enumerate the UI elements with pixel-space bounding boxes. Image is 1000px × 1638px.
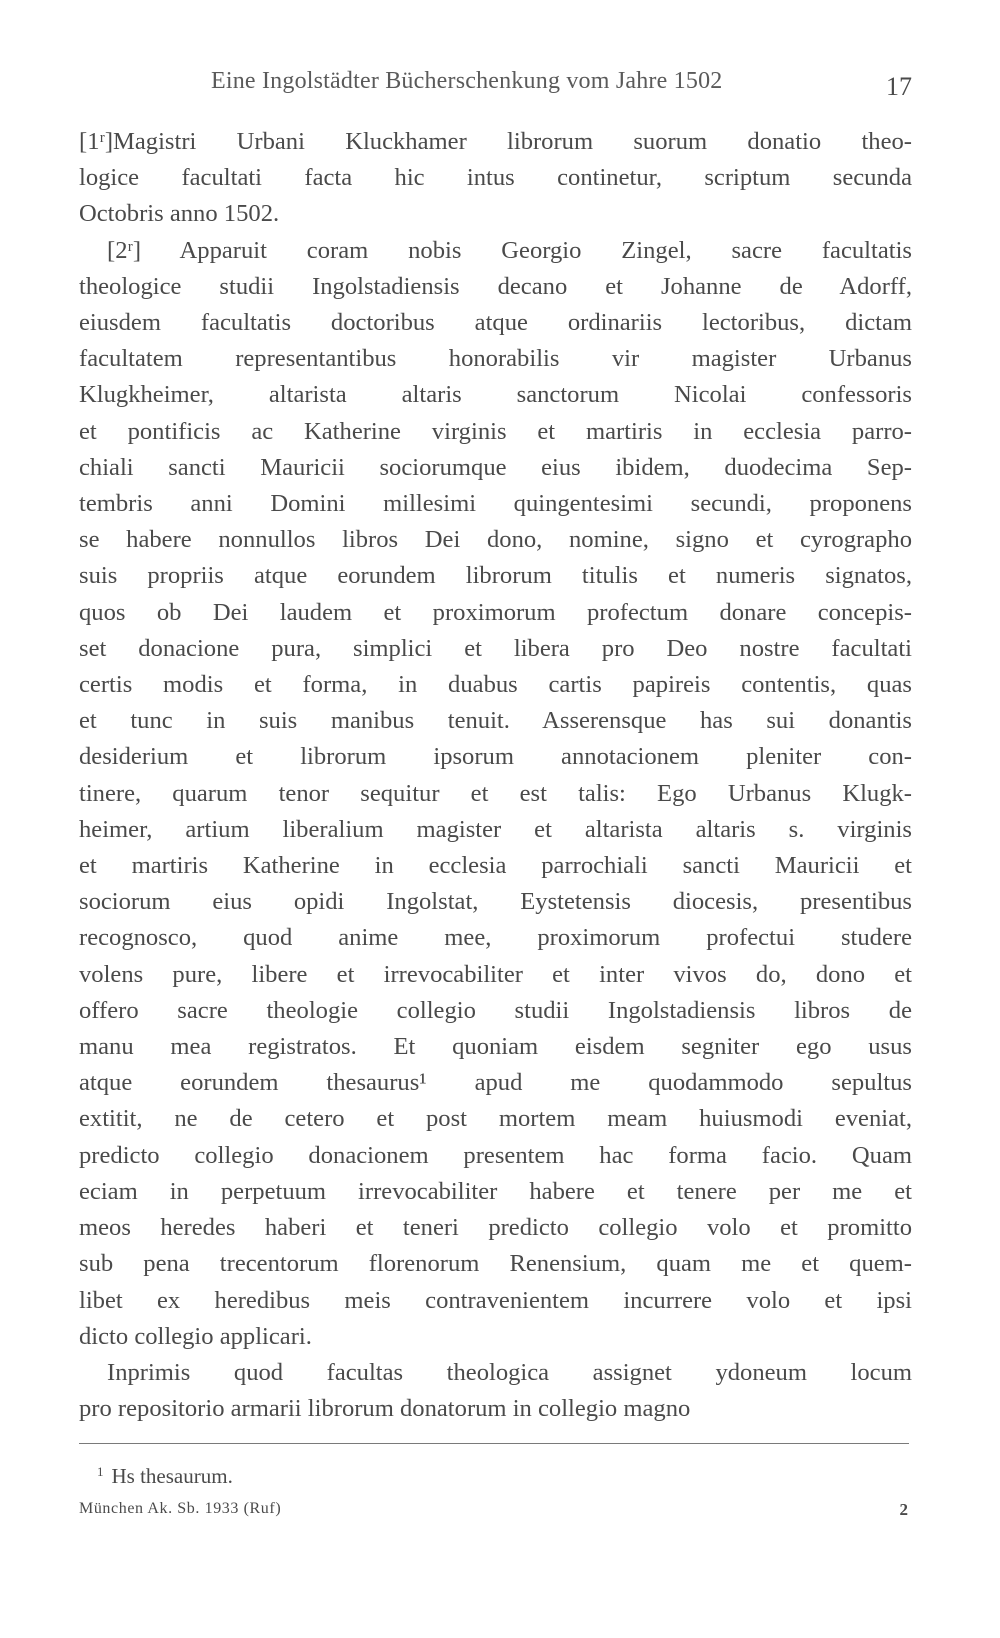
text-line: eiusdem facultatis doctoribus atque ordinariis lectoribus, dictam: [79, 309, 912, 337]
text-line: offero sacre theologie collegio studii Ingolstadiensis libros de: [79, 996, 912, 1024]
text-line: volens pure, libere et irrevocabiliter et inter vivos do, dono et: [79, 960, 912, 988]
text-line: suis propriis atque eorundem librorum titulis et numeris signatos,: [79, 562, 912, 590]
text-line: meos heredes haberi et teneri predicto collegio volo et promitto: [79, 1214, 912, 1242]
text-line: predicto collegio donacionem presentem hac forma facio. Quam: [79, 1141, 912, 1169]
signature-line: München Ak. Sb. 1933 (Ruf): [79, 1500, 282, 1517]
text-line: logice facultati facta hic intus continetur, scriptum secunda: [79, 164, 912, 192]
text-line: et tunc in suis manibus tenuit. Asserensque has sui donantis: [79, 707, 912, 735]
text-line: extitit, ne de cetero et post mortem meam huiusmodi eveniat,: [79, 1105, 912, 1133]
text-line: se habere nonnullos libros Dei dono, nomine, signo et cyrographo: [79, 526, 912, 554]
text-line: chiali sancti Mauricii sociorumque eius ibidem, duodecima Sep-: [79, 453, 912, 481]
text-line: quos ob Dei laudem et proximorum profectum donare concepis-: [79, 598, 912, 626]
text-line: sub pena trecentorum florenorum Renensium, quam me et quem-: [79, 1250, 912, 1278]
text-line: dicto collegio applicari.: [79, 1322, 312, 1350]
text-line: tinere, quarum tenor sequitur et est talis: Ego Urbanus Klugk-: [79, 779, 912, 807]
text-line: tembris anni Domini millesimi quingentesimi secundi, proponens: [79, 490, 912, 518]
text-line: et martiris Katherine in ecclesia parrochiali sancti Mauricii et: [79, 852, 912, 880]
text-line: certis modis et forma, in duabus cartis papireis contentis, quas: [79, 671, 912, 699]
text-line: set donacione pura, simplici et libera pro Deo nostre facultati: [79, 634, 912, 662]
text-line: Inprimis quod facultas theologica assignet ydoneum locum: [107, 1358, 912, 1386]
text-line: [2ʳ] Apparuit coram nobis Georgio Zingel, sacre facultatis: [107, 236, 912, 264]
page-number: 17: [886, 72, 912, 101]
text-line: sociorum eius opidi Ingolstat, Eystetensis diocesis, presentibus: [79, 888, 912, 916]
text-line: eciam in perpetuum irrevocabiliter habere et tenere per me et: [79, 1177, 912, 1205]
text-line: desiderium et librorum ipsorum annotacionem pleniter con-: [79, 743, 912, 771]
text-line: recognosco, quod anime mee, proximorum profectui studere: [79, 924, 912, 952]
text-line: [1ʳ]Magistri Urbani Kluckhamer librorum suorum donatio theo-: [79, 128, 912, 155]
footnote-text: Hs thesaurum.: [111, 1464, 233, 1488]
running-head: [79, 66, 912, 106]
running-title: Eine Ingolstädter Bücherschenkung vom Jahre 1502: [211, 68, 723, 94]
text-line: theologice studii Ingolstadiensis decano et Johanne de Adorff,: [79, 272, 912, 300]
paragraph-inprimis: [79, 1355, 912, 1427]
sheet-number: 2: [899, 1500, 908, 1519]
paragraph-title: [79, 124, 912, 233]
text-line: facultatem representantibus honorabilis vir magister Urbanus: [79, 345, 912, 373]
text-line: manu mea registratos. Et quoniam eisdem segniter ego usus: [79, 1033, 912, 1061]
footnote: [97, 1464, 233, 1489]
text-line: Klugkheimer, altarista altaris sanctorum Nicolai confessoris: [79, 381, 912, 409]
footnote-marker: 1: [97, 1464, 104, 1479]
text-line: et pontificis ac Katherine virginis et martiris in ecclesia parro-: [79, 417, 912, 445]
text-line: libet ex heredibus meis contravenientem incurrere volo et ipsi: [79, 1286, 912, 1314]
text-line: Octobris anno 1502.: [79, 200, 280, 228]
footnote-rule: [79, 1443, 909, 1444]
body-text: [79, 124, 912, 1427]
paragraph-donation-record: [79, 233, 912, 1355]
text-line: pro repositorio armarii librorum donatorum in collegio magno: [79, 1395, 691, 1423]
text-line: atque eorundem thesaurus¹ apud me quodammodo sepultus: [79, 1069, 912, 1097]
text-line: heimer, artium liberalium magister et altarista altaris s. virginis: [79, 815, 912, 843]
